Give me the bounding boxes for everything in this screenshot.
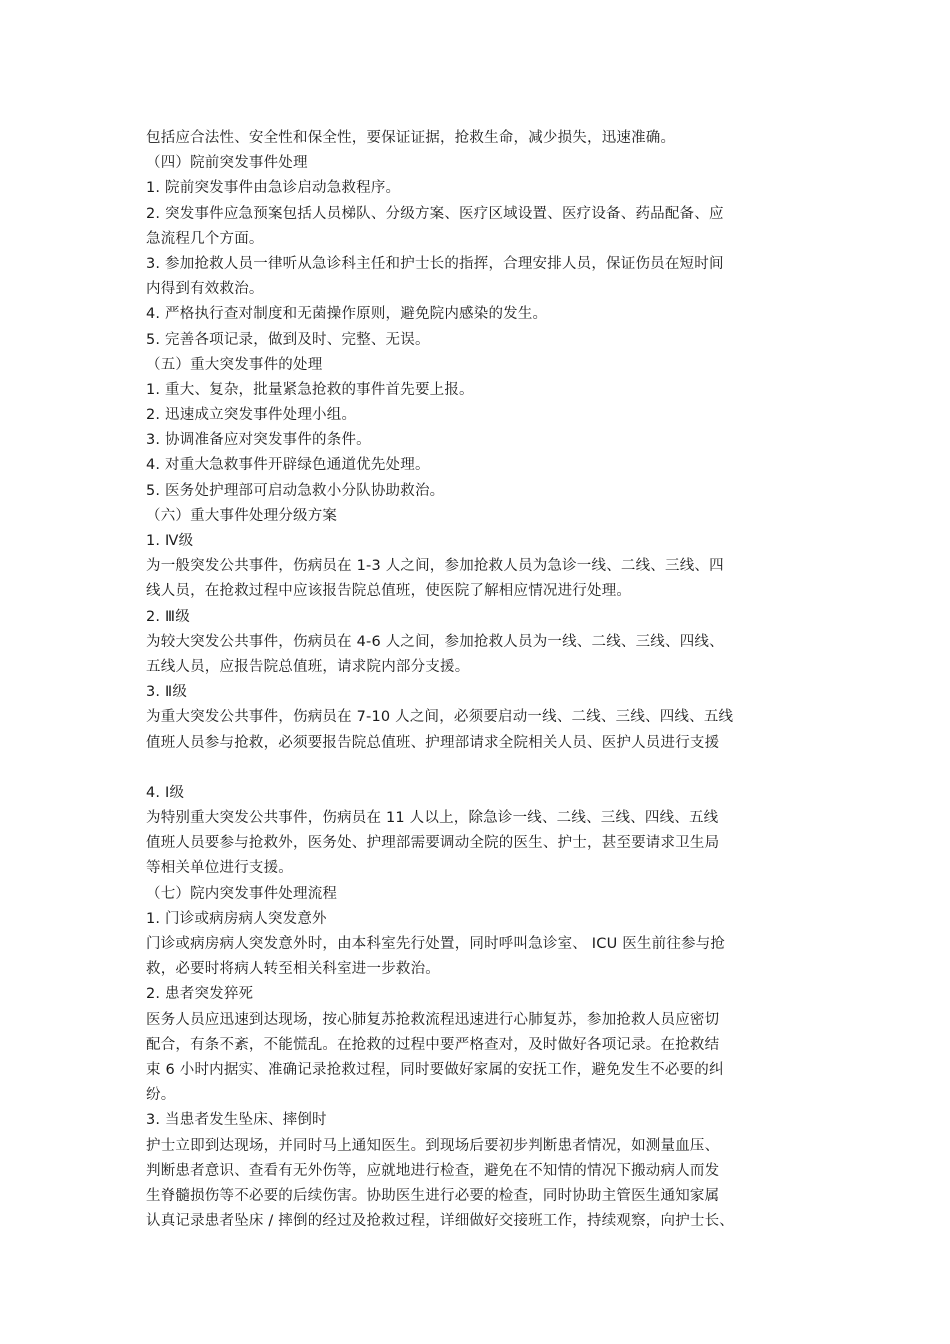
text-line: 值班人员要参与抢救外，医务处、护理部需要调动全院的医生、护士，甚至要请求卫生局 [146, 835, 720, 852]
text-line: 为特别重大突发公共事件，伤病员在 11 人以上，除急诊一线、二线、三线、四线、五线 [146, 810, 719, 827]
list-item: 1. 重大、复杂，批量紧急抢救的事件首先要上报。 [146, 381, 474, 398]
text-line: 判断患者意识、查看有无外伤等，应就地进行检查，避免在不知情的情况下搬动病人而发 [146, 1162, 720, 1179]
text-line: 值班人员参与抢救，必须要报告院总值班、护理部请求全院相关人员、医护人员进行支援 [146, 734, 720, 751]
list-item: 4. 严格执行查对制度和无菌操作原则，避免院内感染的发生。 [146, 306, 548, 323]
level-heading: 2. Ⅲ级 [146, 608, 190, 625]
level-heading: 4. Ⅰ级 [146, 784, 185, 801]
section-heading-6: （六）重大事件处理分级方案 [146, 507, 338, 524]
text-line: 护士立即到达现场，并同时马上通知医生。到现场后要初步判断患者情况，如测量血压、 [146, 1137, 720, 1154]
section-heading-7: （七）院内突发事件处理流程 [146, 885, 338, 902]
text-line: 线人员，在抢救过程中应该报告院总值班，使医院了解相应情况进行处理。 [146, 583, 632, 600]
text-line: 为一般突发公共事件，伤病员在 1-3 人之间，参加抢救人员为急诊一线、二线、三线、四 [146, 558, 724, 575]
section-heading-4: （四）院前突发事件处理 [146, 155, 308, 172]
section-heading-5: （五）重大突发事件的处理 [146, 356, 323, 373]
text-line: 纷。 [146, 1087, 176, 1104]
text-line: 内得到有效救治。 [146, 281, 264, 298]
subsection-heading: 3. 当患者发生坠床、摔倒时 [146, 1112, 327, 1129]
text-line: 医务人员应迅速到达现场，按心肺复苏抢救流程迅速进行心肺复苏，参加抢救人员应密切 [146, 1011, 720, 1028]
list-item: 2. 迅速成立突发事件处理小组。 [146, 407, 357, 424]
blank-line [146, 756, 816, 781]
text-line: 急流程几个方面。 [146, 230, 264, 247]
list-item: 4. 对重大急救事件开辟绿色通道优先处理。 [146, 457, 430, 474]
text-line: 救，必要时将病人转至相关科室进一步救治。 [146, 961, 440, 978]
document-body [146, 126, 816, 1234]
list-item: 5. 完善各项记录，做到及时、完整、无误。 [146, 331, 430, 348]
subsection-heading: 2. 患者突发猝死 [146, 986, 254, 1003]
level-heading: 1. Ⅳ级 [146, 533, 194, 549]
text-line: 门诊或病房病人突发意外时，由本科室先行处置，同时呼叫急诊室、 ICU 医生前往参与抢 [146, 936, 726, 952]
text-line: 配合，有条不紊，不能慌乱。在抢救的过程中要严格查对，及时做好各项记录。在抢救结 [146, 1036, 720, 1053]
list-item: 1. 院前突发事件由急诊启动急救程序。 [146, 180, 401, 197]
text-line: 等相关单位进行支援。 [146, 860, 293, 877]
level-heading: 3. Ⅱ级 [146, 684, 188, 701]
text-line: 包括应合法性、安全性和保全性，要保证证据，抢救生命，减少损失，迅速准确。 [146, 130, 676, 146]
text-line: 为较大突发公共事件，伤病员在 4-6 人之间，参加抢救人员为一线、二线、三线、四线、 [146, 633, 724, 650]
text-line: 五线人员，应报告院总值班，请求院内部分支援。 [146, 658, 470, 675]
list-item: 3. 协调准备应对突发事件的条件。 [146, 432, 371, 449]
list-item: 2. 突发事件应急预案包括人员梯队、分级方案、医疗区域设置、医疗设备、药品配备、应 [146, 205, 724, 222]
text-line: 认真记录患者坠床 / 摔倒的经过及抢救过程，详细做好交接班工作，持续观察，向护士长、 [146, 1213, 734, 1230]
subsection-heading: 1. 门诊或病房病人突发意外 [146, 910, 327, 927]
list-item: 3. 参加抢救人员一律听从急诊科主任和护士长的指挥，合理安排人员，保证伤员在短时间 [146, 255, 724, 272]
text-line: 生脊髓损伤等不必要的后续伤害。协助医生进行必要的检查，同时协助主管医生通知家属 [146, 1187, 720, 1204]
text-line: 为重大突发公共事件，伤病员在 7-10 人之间，必须要启动一线、二线、三线、四线、五线 [146, 709, 734, 726]
list-item: 5. 医务处护理部可启动急救小分队协助救治。 [146, 482, 445, 499]
text-line: 束 6 小时内据实、准确记录抢救过程，同时要做好家属的安抚工作，避免发生不必要的纠 [146, 1061, 724, 1078]
